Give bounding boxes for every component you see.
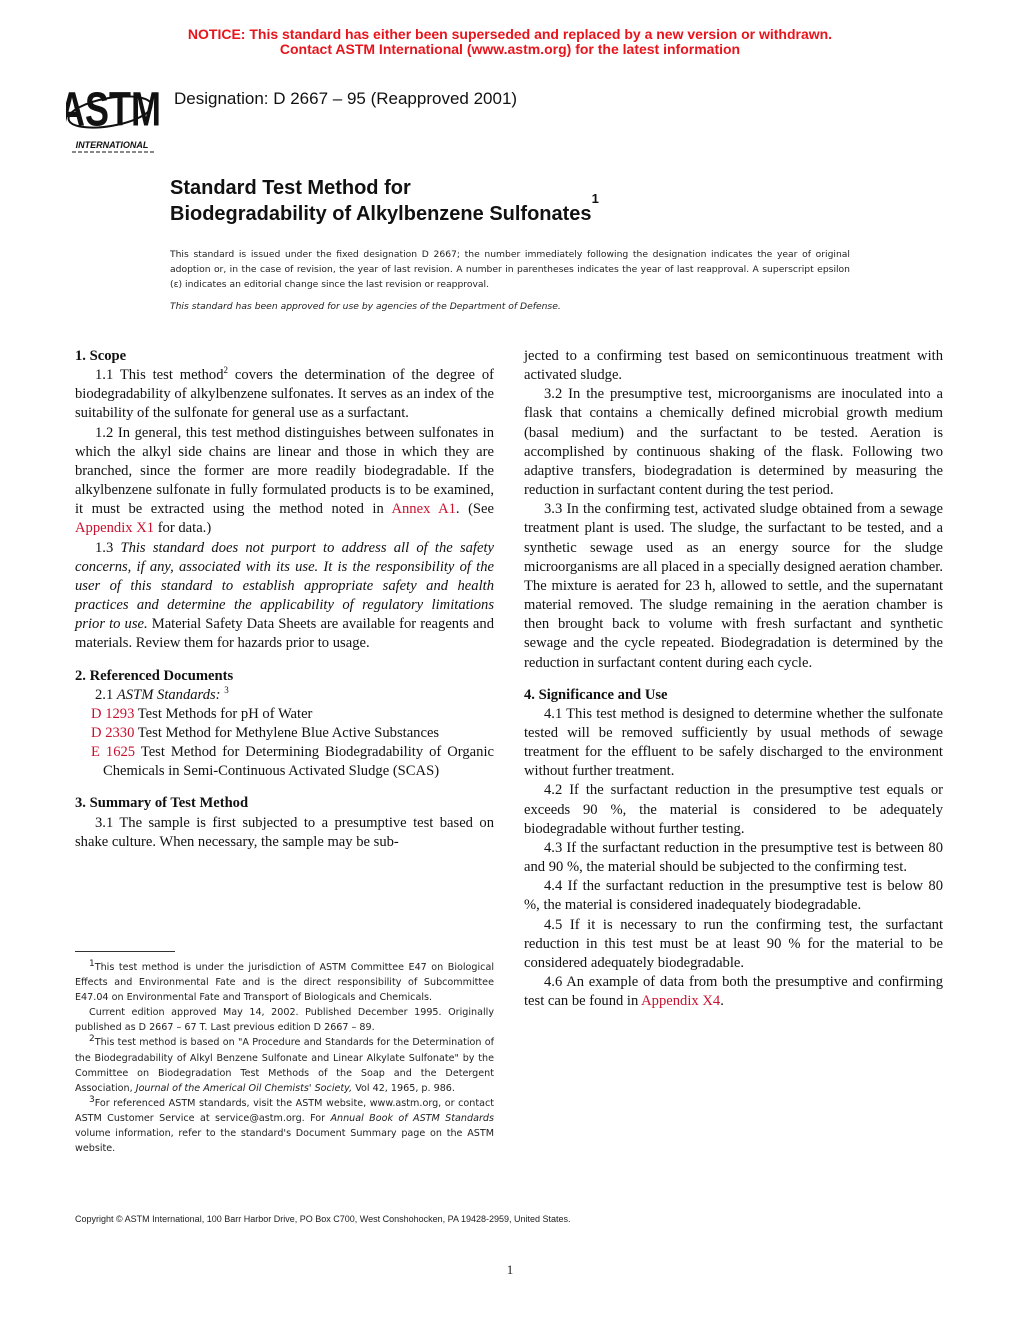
paragraph-4-2: 4.2 If the surfactant reduction in the presumptive test equals or exceeds 90 %, the material is considered to be adequately biodegradable without further testing. — [524, 782, 943, 837]
annex-a1-link[interactable]: Annex A1 — [391, 501, 456, 518]
svg-text:ASTM: ASTM — [66, 82, 161, 137]
paragraph-2-1: 2.1 ASTM Standards: $^3$ — [95, 684, 229, 703]
footnote-2: $^2$This test method is based on "A Procedure and Standards for the Determination of the Biodegradability of Alkyl Benzene Sulfonate and Linear Alkylate Sulfonate" by the Committee on Biodegradation Test Methods of the Soap and the Detergent Association, Journal of the Americal Oil Chemists' Society, Vol 42, 1965, p. 986. — [75, 1034, 494, 1094]
paragraph-4-1: 4.1 This test method is designed to determine whether the sulfonate tested will be removed sufficiently by usual methods of sewage treatment for the effluent to be safely discharged to the environment without further treatment. — [524, 705, 943, 780]
appendix-x4-link[interactable]: Appendix X4 — [641, 993, 721, 1010]
title-line-2: Biodegradability of Alkylbenzene Sulfonates$^1$ — [170, 191, 599, 225]
section-4-heading: 4. Significance and Use — [524, 686, 668, 703]
astm-international-logo-icon — [66, 74, 162, 154]
issue-note: This standard is issued under the fixed designation D 2667; the number immediately following the designation indicates the year of original adoption or, in the case of revision, the year of last revision. A number in parentheses indicates the year of last reapproval. A superscript epsilon (ε) indicates an editorial change since the last revision or reapproval. — [170, 249, 850, 290]
paragraph-3-3: 3.3 In the confirming test, activated sludge obtained from a sewage treatment plant is used. The sludge, the surfactant to be tested, and a synthetic sewage used as an energy source for the sludge microorganisms are all placed in a specially designed aeration chamber. The mixture is aerated for 23 h, allowed to settle, and the supernatant material removed. The sludge remaining in the aeration chamber is then brought back to volume with fresh surfactant and synthetic sewage and the cycle repeated. Biodegradation is determined by the reduction in surfactant content during each cycle. — [524, 501, 943, 671]
withdrawn-notice — [0, 27, 1020, 57]
paragraph-4-6: 4.6 An example of data from both the presumptive and confirming test can be found in Appendix X4. — [524, 974, 943, 1010]
footnote-divider — [75, 951, 175, 952]
footnote-1-edition: Current edition approved May 14, 2002. Published December 1995. Originally published as D 2667 – 67 T. Last previous edition D 2667 – 89. — [75, 1007, 494, 1034]
notice-line-2: Contact ASTM International (www.astm.org) for the latest information — [279, 41, 741, 57]
reference-item: E 1625 Test Method for Determining Biodegradability of Organic Chemicals in Semi-Continuous Activated Sludge (SCAS) — [91, 744, 494, 780]
paragraph-1-3: 1.3 This standard does not purport to address all of the safety concerns, if any, associated with its use. It is the responsibility of the user of this standard to establish appropriate safety and health practices and determine the applicability of regulatory limitations prior to use. Material Safety Data Sheets are available for reagents and materials. Review them for hazards prior to usage. — [75, 539, 494, 652]
footnotes — [75, 960, 494, 1156]
footnote-ref-2[interactable]: 2 — [223, 365, 229, 376]
reference-item: D 1293 Test Methods for pH of Water — [91, 705, 313, 722]
title-line-1: Standard Test Method for — [170, 177, 411, 199]
paragraph-4-4: 4.4 If the surfactant reduction in the presumptive test is below 80 %, the material is considered inadequately biodegradable. — [524, 878, 943, 914]
paragraph-3-1-start: 3.1 The sample is first subjected to a presumptive test based on shake culture. When necessary, the sample may be sub- — [75, 814, 494, 850]
paragraph-4-3: 4.3 If the surfactant reduction in the presumptive test is between 80 and 90 %, the material should be subjected to the confirming test. — [524, 839, 943, 876]
reference-item: D 2330 Test Method for Methylene Blue Active Substances — [91, 724, 440, 741]
notice-line-1: NOTICE: This standard has either been superseded and replaced by a new version or withdrawn. — [187, 26, 833, 42]
section-3-heading: 3. Summary of Test Method — [75, 795, 249, 812]
copyright-line: Copyright © ASTM International, 100 Barr Harbor Drive, PO Box C700, West Conshohocken, PA 19428-2959, United States. — [75, 1214, 571, 1224]
paragraph-1-2: 1.2 In general, this test method distinguishes between sulfonates in which the alkyl side chains are linear and those in which they are branched, since the former are more readily biodegradable. If the alkylbenzene sulfonate in fully formulated products is to be examined, it must be extracted using the method noted in Annex A1. (See Appendix X1 for data.) — [75, 424, 495, 537]
title-footnote-ref[interactable]: 1 — [591, 191, 599, 206]
section-2-heading: 2. Referenced Documents — [75, 667, 234, 684]
footnote-ref-3[interactable]: 3 — [224, 684, 229, 695]
left-column — [75, 347, 494, 852]
ref-d1293-link[interactable]: D 1293 — [91, 705, 135, 722]
right-column — [524, 347, 943, 1011]
paragraph-4-5: 4.5 If it is necessary to run the confirming test, the surfactant reduction in this test must be at least 90 % for the material to be considered adequately biodegradable. — [524, 916, 943, 971]
section-1-heading: 1. Scope — [75, 348, 127, 364]
designation: Designation: D 2667 – 95 (Reapproved 2001) — [174, 89, 518, 108]
paragraph-1-1: 1.1 This test method$^2$ covers the determination of the degree of biodegradability of alkylbenzene sulfonates. It serves as an index of the suitability of the sulfonate for general use as a surfactant. — [75, 365, 494, 422]
footnote-1: $^1$This test method is under the jurisdiction of ASTM Committee E47 on Biological Effects and Environmental Fate and is the direct responsibility of Subcommittee E47.04 on Environmental Fate and Transport of Biologicals and Chemicals. — [75, 958, 494, 1004]
svg-text:INTERNATIONAL: INTERNATIONAL — [75, 140, 149, 150]
ref-e1625-link[interactable]: E 1625 — [91, 744, 136, 761]
page-number: 1 — [506, 1262, 514, 1277]
paragraph-3-1-continued: jected to a confirming test based on semicontinuous treatment with activated sludge. — [524, 348, 943, 384]
dod-approval-note: This standard has been approved for use by agencies of the Department of Defense. — [170, 301, 561, 312]
ref-d2330-link[interactable]: D 2330 — [91, 724, 135, 741]
appendix-x1-link[interactable]: Appendix X1 — [75, 520, 155, 537]
paragraph-3-2: 3.2 In the presumptive test, microorganisms are inoculated into a flask that contains a chemically defined microbial growth medium (basal medium) and the surfactant to be tested. Aeration is accomplished by continuous shaking of the flask. Following two adaptive transfers, biodegradation is determined by measuring the reduction in surfactant content during the test period. — [524, 386, 943, 499]
document-title — [170, 175, 599, 227]
footnote-3: $^3$For referenced ASTM standards, visit the ASTM website, www.astm.org, or contact ASTM Customer Service at service@astm.org. For Annual Book of ASTM Standards volume information, refer to the standard's Document Summary page on the ASTM website. — [75, 1094, 494, 1155]
